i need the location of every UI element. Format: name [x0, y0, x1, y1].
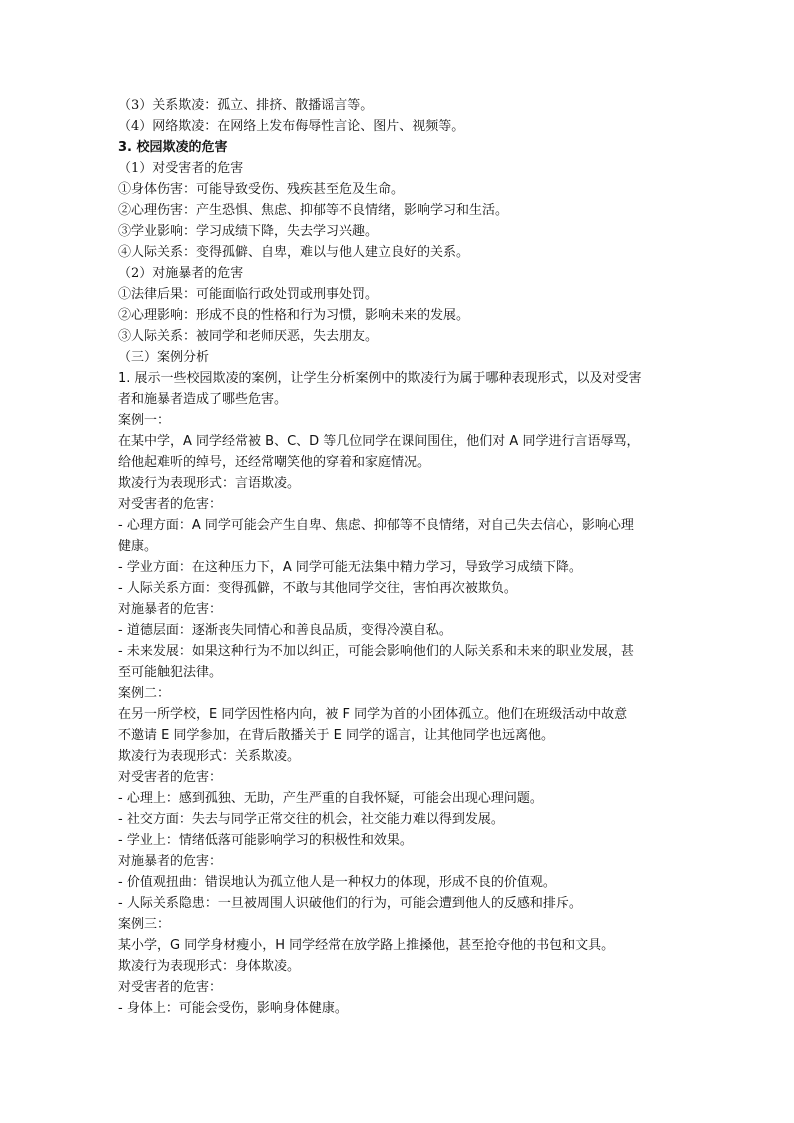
case-heading: 案例一：	[118, 413, 171, 428]
text-line: （4）网络欺凌：在网络上发布侮辱性言论、图片、视频等。	[118, 119, 465, 134]
text-line: 给他起难听的绰号，还经常嘲笑他的穿着和家庭情况。	[118, 455, 431, 470]
case-heading: 案例二：	[118, 686, 171, 701]
text-line: - 学业上：情绪低落可能影响学习的积极性和效果。	[118, 833, 413, 848]
text-line: 欺凌行为表现形式：关系欺凌。	[118, 749, 301, 764]
text-line: - 社交方面：失去与同学正常交往的机会，社交能力难以得到发展。	[118, 812, 504, 827]
text-line: - 学业方面：在这种压力下，A 同学可能无法集中精力学习，导致学习成绩下降。	[118, 560, 582, 575]
text-line: 欺凌行为表现形式：言语欺凌。	[118, 476, 301, 491]
text-line: 对受害者的危害：	[118, 497, 223, 512]
text-line: - 心理上：感到孤独、无助，产生严重的自我怀疑，可能会出现心理问题。	[118, 791, 543, 806]
text-line: 欺凌行为表现形式：身体欺凌。	[118, 959, 301, 974]
text-line: ①法律后果：可能面临行政处罚或刑事处罚。	[118, 287, 379, 302]
text-line: - 价值观扭曲：错误地认为孤立他人是一种权力的体现，形成不良的价值观。	[118, 875, 556, 890]
text-line: 至可能触犯法律。	[118, 665, 223, 680]
subsection-heading: （1）对受害者的危害	[118, 161, 244, 176]
text-line: 健康。	[118, 539, 158, 554]
subsection-heading: （2）对施暴者的危害	[118, 266, 244, 281]
text-line: ③人际关系：被同学和老师厌恶，失去朋友。	[118, 329, 379, 344]
text-line: （3）关系欺凌：孤立、排挤、散播谣言等。	[118, 98, 374, 113]
text-line: 不邀请 E 同学参加，在背后散播关于 E 同学的谣言，让其他同学也远离他。	[118, 728, 554, 743]
text-line: 对受害者的危害：	[118, 770, 223, 785]
text-line: 在某中学，A 同学经常被 B、C、D 等几位同学在课间围住，他们对 A 同学进行言语辱骂，	[118, 434, 640, 449]
text-line: 对受害者的危害：	[118, 980, 223, 995]
text-line: 对施暴者的危害：	[118, 602, 223, 617]
text-line: 对施暴者的危害：	[118, 854, 223, 869]
case-heading: 案例三：	[118, 917, 171, 932]
section-heading: 3. 校园欺凌的危害	[118, 140, 228, 155]
text-line: ②心理伤害：产生恐惧、焦虑、抑郁等不良情绪，影响学习和生活。	[118, 203, 509, 218]
section-heading: （三）案例分析	[118, 350, 210, 365]
text-line: ④人际关系：变得孤僻、自卑，难以与他人建立良好的关系。	[118, 245, 470, 260]
text-line: 在另一所学校，E 同学因性格内向，被 F 同学为首的小团体孤立。他们在班级活动中故意	[118, 707, 628, 722]
text-line: - 心理方面：A 同学可能会产生自卑、焦虑、抑郁等不良情绪，对自己失去信心，影响心理	[118, 518, 634, 533]
text-line: - 道德层面：逐渐丧失同情心和善良品质，变得冷漠自私。	[118, 623, 452, 638]
text-line: ③学业影响：学习成绩下降，失去学习兴趣。	[118, 224, 379, 239]
text-line: - 人际关系隐患：一旦被周围人识破他们的行为，可能会遭到他人的反感和排斥。	[118, 896, 582, 911]
text-line: 者和施暴者造成了哪些危害。	[118, 392, 288, 407]
text-line: 某小学，G 同学身材瘦小，H 同学经常在放学路上推搡他，甚至抢夺他的书包和文具。	[118, 938, 615, 953]
text-line: - 人际关系方面：变得孤僻，不敢与其他同学交往，害怕再次被欺负。	[118, 581, 517, 596]
text-line: ②心理影响：形成不良的性格和行为习惯，影响未来的发展。	[118, 308, 470, 323]
text-line: ①身体伤害：可能导致受伤、残疾甚至危及生命。	[118, 182, 405, 197]
text-line: - 身体上：可能会受伤，影响身体健康。	[118, 1001, 348, 1016]
text-line: - 未来发展：如果这种行为不加以纠正，可能会影响他们的人际关系和未来的职业发展，甚	[118, 644, 634, 659]
text-line: 1. 展示一些校园欺凌的案例，让学生分析案例中的欺凌行为属于哪种表现形式，以及对受害	[118, 371, 642, 386]
